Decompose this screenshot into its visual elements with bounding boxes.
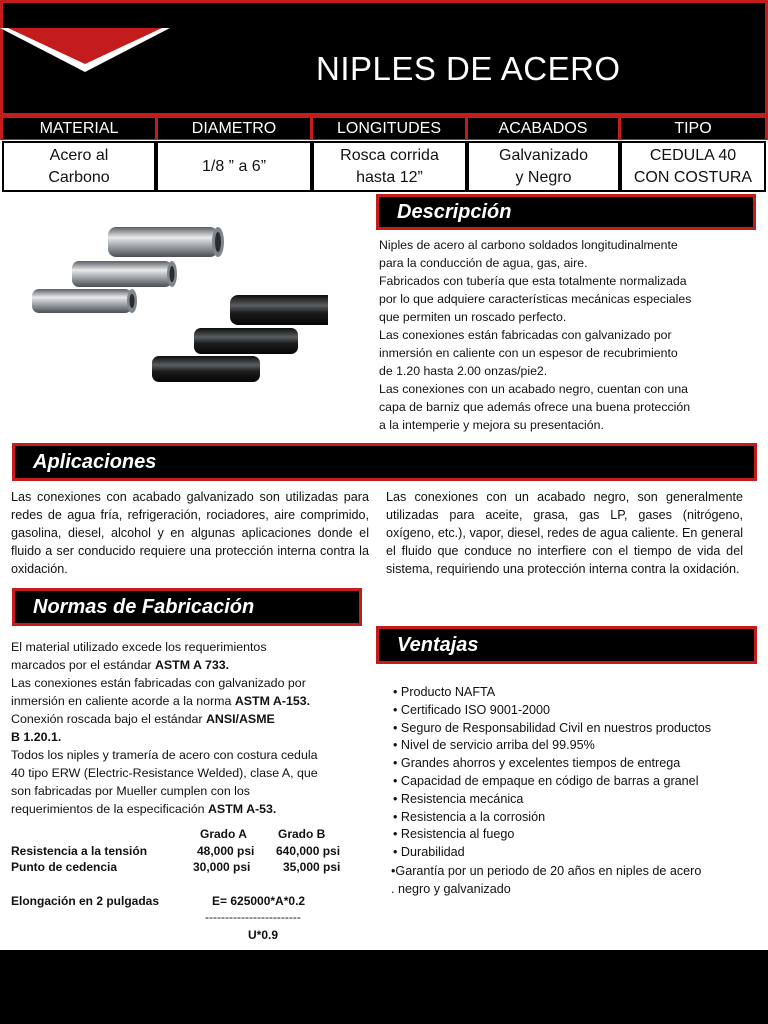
astm-a733: ASTM A 733.	[154, 658, 230, 672]
normas-line-1: El material utilizado excede los requerimientos	[11, 640, 267, 654]
normas-line-8: 40 tipo ERW (Electric-Resistance Welded), clase A, que	[11, 766, 318, 780]
punto-cedencia-b: 35,000 psi	[283, 860, 341, 874]
galvanized-nipple-3	[32, 289, 137, 313]
elongacion-formula-line: ------------------------	[205, 910, 301, 924]
spec-header-diametro: DIAMETRO	[158, 118, 310, 139]
ventaja-item: • Seguro de Responsabilidad Civil en nuestros productos	[393, 720, 763, 738]
ventaja-garantia-line-2: . negro y galvanizado	[391, 882, 511, 896]
astm-a53: ASTM A-53.	[207, 802, 277, 816]
descripcion-line-6: Las conexiones están fabricadas con galvanizado por	[379, 328, 672, 342]
descripcion-line-4: por lo que adquiere características mecánicas especiales	[379, 292, 692, 306]
descripcion-title: Descripción	[397, 200, 512, 223]
descripcion-line-1: Niples de acero al carbono soldados longitudinalmente	[379, 238, 678, 252]
page-title: NIPLES DE ACERO	[316, 50, 621, 87]
descripcion-line-10: capa de barniz que además ofrece una buena protección	[379, 400, 691, 414]
descripcion-heading	[376, 194, 756, 230]
normas-line-7: Todos los niples y tramería de acero con costura cedula	[11, 748, 318, 762]
black-nipple-2	[194, 328, 298, 354]
aplicaciones-heading	[12, 443, 757, 481]
spec-header-longitudes: LONGITUDES	[313, 118, 465, 139]
normas-line-6: B 1.20.1.	[11, 730, 62, 744]
astm-a153: ASTM A-153.	[234, 694, 311, 708]
normas-title: Normas de Fabricación	[33, 595, 255, 618]
ventaja-item: • Resistencia mecánica	[393, 791, 763, 809]
normas-line-2: marcados por el estándar ASTM A 733.	[11, 658, 230, 672]
aplicaciones-negro-text: Las conexiones con un acabado negro, son generalmente utilizadas para aceite, grasa, gas LP, gases (nitrógeno, oxígeno, etc.), vapor, diesel, redes de agua caliente. En general el fluido que conduce no interfiere con el tiempo de vida del sistema, requiriendo una protección interna contra la oxidación.	[386, 490, 743, 576]
spec-value-tipo: CEDULA 40 CON COSTURA	[620, 141, 766, 192]
spec-value-acabados: Galvanizado y Negro	[467, 141, 620, 192]
normas-text	[11, 638, 366, 818]
galvanized-nipple-1	[108, 227, 224, 257]
black-nipple-3	[152, 356, 260, 382]
spec-header-acabados: ACABADOS	[468, 118, 618, 139]
ventaja-item: • Nivel de servicio arriba del 99.95%	[393, 737, 763, 755]
ventaja-item: • Durabilidad	[393, 844, 763, 862]
descripcion-line-11: a la intemperie y mejora su presentación.	[379, 418, 604, 432]
ventaja-item: • Grandes ahorros y excelentes tiempos de entrega	[393, 755, 763, 773]
spec-header-tipo: TIPO	[621, 118, 765, 139]
punto-cedencia-a: 30,000 psi	[193, 860, 251, 874]
descripcion-line-7: inmersión en caliente con un espesor de recubrimiento	[379, 346, 678, 360]
descripcion-line-8: de 1.20 hasta 2.00 onzas/pie2.	[379, 364, 548, 378]
elongacion-formula-top: E= 625000*A*0.2	[212, 894, 306, 908]
steel-nipples-image	[28, 215, 328, 395]
ventaja-garantia-line-1: •Garantía por un periodo de 20 años en niples de acero	[391, 864, 702, 878]
normas-line-3: Las conexiones están fabricadas con galvanizado por	[11, 676, 306, 690]
elongacion-label: Elongación en 2 pulgadas	[11, 894, 160, 908]
logo-chevron-icon	[0, 28, 170, 74]
resistencia-tension-label: Resistencia a la tensión	[11, 844, 148, 858]
ventaja-item: • Capacidad de empaque en código de barras a granel	[393, 773, 763, 791]
ansi-asme: ANSI/ASME	[205, 712, 275, 726]
ventaja-item: • Producto NAFTA	[393, 684, 763, 702]
ventaja-item: • Resistencia al fuego	[393, 826, 763, 844]
spec-header-material: MATERIAL	[3, 118, 155, 139]
normas-heading	[12, 588, 362, 626]
aplicaciones-galvanizado-text: Las conexiones con acabado galvanizado son utilizadas para redes de agua fría, refrigeración, rociadores, aire comprimido, gasolina, diesel, alcohol y en algunas aplicaciones donde el fluido a ser conducido requiere una protección interna contra la oxidación.	[11, 490, 369, 576]
normas-line-4: inmersión en caliente acorde a la norma ASTM A-153.	[11, 694, 311, 708]
punto-cedencia-label: Punto de cedencia	[11, 860, 118, 874]
ventaja-item: • Certificado ISO 9001-2000	[393, 702, 763, 720]
galvanized-nipple-2	[72, 261, 177, 287]
footer-bar	[0, 950, 768, 1024]
normas-line-9: son fabricadas por Mueller cumplen con los	[11, 784, 250, 798]
descripcion-line-5: que permiten un roscado perfecto.	[379, 310, 567, 324]
spec-value-longitudes: Rosca corrida hasta 12”	[312, 141, 467, 192]
elongacion-formula-bottom: U*0.9	[248, 928, 279, 942]
ventaja-item: • Resistencia a la corrosión	[393, 809, 763, 827]
black-nipple-1	[230, 295, 328, 325]
descripcion-line-2: para la conducción de agua, gas, aire.	[379, 256, 588, 270]
normas-line-10: requerimientos de la especificación ASTM A-53.	[11, 802, 277, 816]
spec-value-material: Acero al Carbono	[2, 141, 156, 192]
grado-a-header: Grado A	[200, 827, 247, 841]
descripcion-line-3: Fabricados con tubería que esta totalmente normalizada	[379, 274, 687, 288]
spec-value-diametro: 1/8 ” a 6”	[156, 141, 312, 192]
ventajas-title: Ventajas	[397, 633, 479, 656]
normas-line-5: Conexión roscada bajo el estándar ANSI/ASME	[11, 712, 275, 726]
ventajas-heading	[376, 626, 757, 664]
descripcion-line-9: Las conexiones con un acabado negro, cuentan con una	[379, 382, 689, 396]
resistencia-tension-b: 640,000 psi	[276, 844, 341, 858]
grado-b-header: Grado B	[278, 827, 326, 841]
aplicaciones-title: Aplicaciones	[33, 450, 157, 473]
resistencia-tension-a: 48,000 psi	[197, 844, 255, 858]
ventajas-list	[393, 684, 763, 862]
